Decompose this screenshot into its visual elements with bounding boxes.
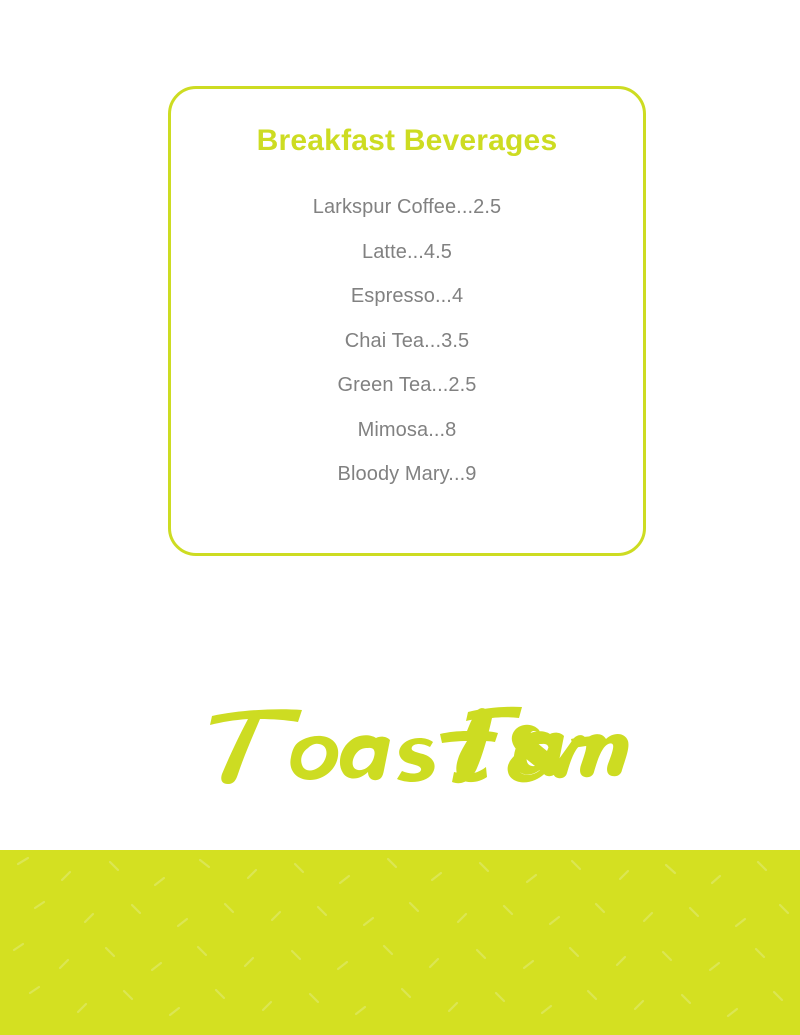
list-item: Green Tea...2.5 [337, 374, 477, 396]
footer-band [0, 850, 800, 1035]
list-item: Latte...4.5 [361, 240, 453, 263]
list-item: Larkspur Coffee...2.5 [312, 196, 502, 218]
brand-logo-jam-icon [450, 698, 650, 788]
list-item: Bloody Mary...9 [337, 463, 477, 485]
brand-wordmark [0, 690, 800, 800]
list-item: Espresso...4 [350, 285, 464, 307]
menu-item-list [171, 185, 643, 497]
menu-card [168, 86, 646, 556]
menu-title: Breakfast Beverages [256, 124, 558, 157]
list-item: Mimosa...8 [357, 418, 457, 441]
list-item: Chai Tea...3.5 [344, 329, 470, 352]
confetti-pattern-icon [0, 850, 800, 1035]
